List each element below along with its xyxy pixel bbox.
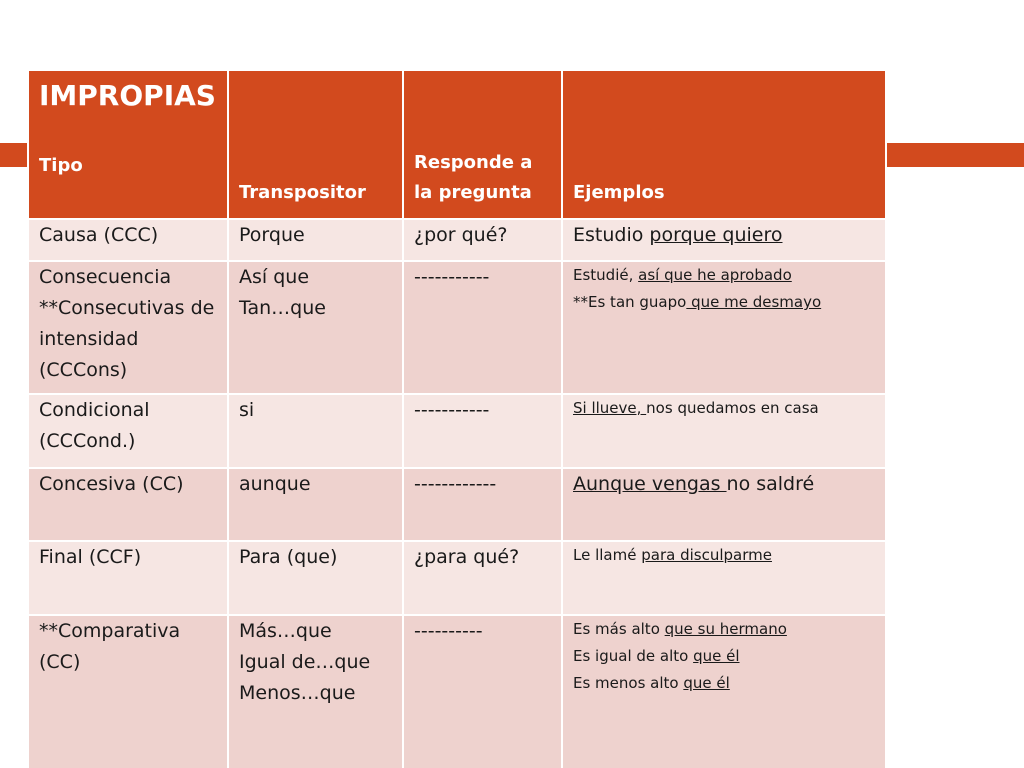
cell-ejemplo xyxy=(562,615,886,768)
tipo-text: Consecuencia **Consecutivas de intensidad (CCCons) xyxy=(39,266,215,381)
table-title: IMPROPIAS xyxy=(39,79,216,112)
header-responde-line2: la pregunta xyxy=(414,182,532,203)
cell-transpositor xyxy=(228,261,403,394)
ejemplo-underlined: que me desmayo xyxy=(686,293,822,311)
ejemplo-line xyxy=(573,670,875,697)
table-row xyxy=(28,394,886,468)
header-responde xyxy=(403,70,562,219)
header-row xyxy=(28,70,886,219)
transpositor-line: Igual de…que xyxy=(239,651,371,673)
table-row xyxy=(28,468,886,541)
cell-transpositor: Porque xyxy=(228,219,403,261)
ejemplo-line xyxy=(573,643,875,670)
cell-tipo xyxy=(28,261,228,394)
header-transpositor: Transpositor xyxy=(228,70,403,219)
table-row xyxy=(28,219,886,261)
ejemplo-text: Estudié, xyxy=(573,266,639,284)
tipo-text: Condicional (CCCond.) xyxy=(39,399,150,452)
ejemplo-underlined: para disculparme xyxy=(641,546,772,564)
cell-tipo: Final (CCF) xyxy=(28,541,228,615)
ejemplo-line xyxy=(573,289,875,316)
ejemplo-text: Es más alto xyxy=(573,620,665,638)
cell-ejemplo xyxy=(562,394,886,468)
header-tipo: Tipo xyxy=(39,155,83,176)
cell-tipo xyxy=(28,615,228,768)
ejemplo-underlined: Aunque vengas xyxy=(573,473,727,495)
ejemplo-text: Le llamé xyxy=(573,546,642,564)
ejemplo-text: nos quedamos en casa xyxy=(646,399,819,417)
cell-pregunta: ----------- xyxy=(403,394,562,468)
ejemplo-underlined: así que he aprobado xyxy=(638,266,792,284)
impropias-table xyxy=(27,69,887,768)
cell-ejemplo xyxy=(562,541,886,615)
transpositor-line: Así que xyxy=(239,266,310,288)
ejemplo-line xyxy=(573,262,875,289)
accent-bar-right xyxy=(886,143,1024,167)
transpositor-line: Menos…que xyxy=(239,682,356,704)
cell-pregunta: ----------- xyxy=(403,261,562,394)
cell-ejemplo xyxy=(562,219,886,261)
ejemplo-text: Estudio xyxy=(573,224,650,246)
cell-pregunta: ¿para qué? xyxy=(403,541,562,615)
table-row xyxy=(28,615,886,768)
ejemplo-underlined: Si llueve, xyxy=(573,399,647,417)
cell-ejemplo xyxy=(562,468,886,541)
cell-tipo: Causa (CCC) xyxy=(28,219,228,261)
cell-tipo: Concesiva (CC) xyxy=(28,468,228,541)
ejemplo-text: Es menos alto xyxy=(573,674,684,692)
table-row xyxy=(28,541,886,615)
transpositor-line: Tan…que xyxy=(239,297,326,319)
transpositor-line: Más…que xyxy=(239,620,332,642)
cell-pregunta: ¿por qué? xyxy=(403,219,562,261)
ejemplo-text: no saldré xyxy=(726,473,815,495)
header-cell-tipo xyxy=(28,70,228,219)
header-responde-line1: Responde a xyxy=(414,152,533,173)
ejemplo-text: Es igual de alto xyxy=(573,647,694,665)
ejemplo-underlined: que él xyxy=(683,674,730,692)
ejemplo-text: **Es tan guapo xyxy=(573,293,687,311)
table-row xyxy=(28,261,886,394)
cell-transpositor: aunque xyxy=(228,468,403,541)
ejemplo-underlined: porque quiero xyxy=(649,224,783,246)
tipo-text: **Comparativa (CC) xyxy=(39,620,181,673)
ejemplo-underlined: que él xyxy=(693,647,740,665)
header-ejemplos: Ejemplos xyxy=(562,70,886,219)
ejemplo-line xyxy=(573,616,875,643)
accent-bar-left xyxy=(0,143,27,167)
cell-transpositor xyxy=(228,615,403,768)
ejemplo-underlined: que su hermano xyxy=(664,620,787,638)
cell-tipo xyxy=(28,394,228,468)
cell-transpositor: si xyxy=(228,394,403,468)
cell-pregunta: ------------ xyxy=(403,468,562,541)
cell-transpositor: Para (que) xyxy=(228,541,403,615)
cell-pregunta: ---------- xyxy=(403,615,562,768)
cell-ejemplo xyxy=(562,261,886,394)
